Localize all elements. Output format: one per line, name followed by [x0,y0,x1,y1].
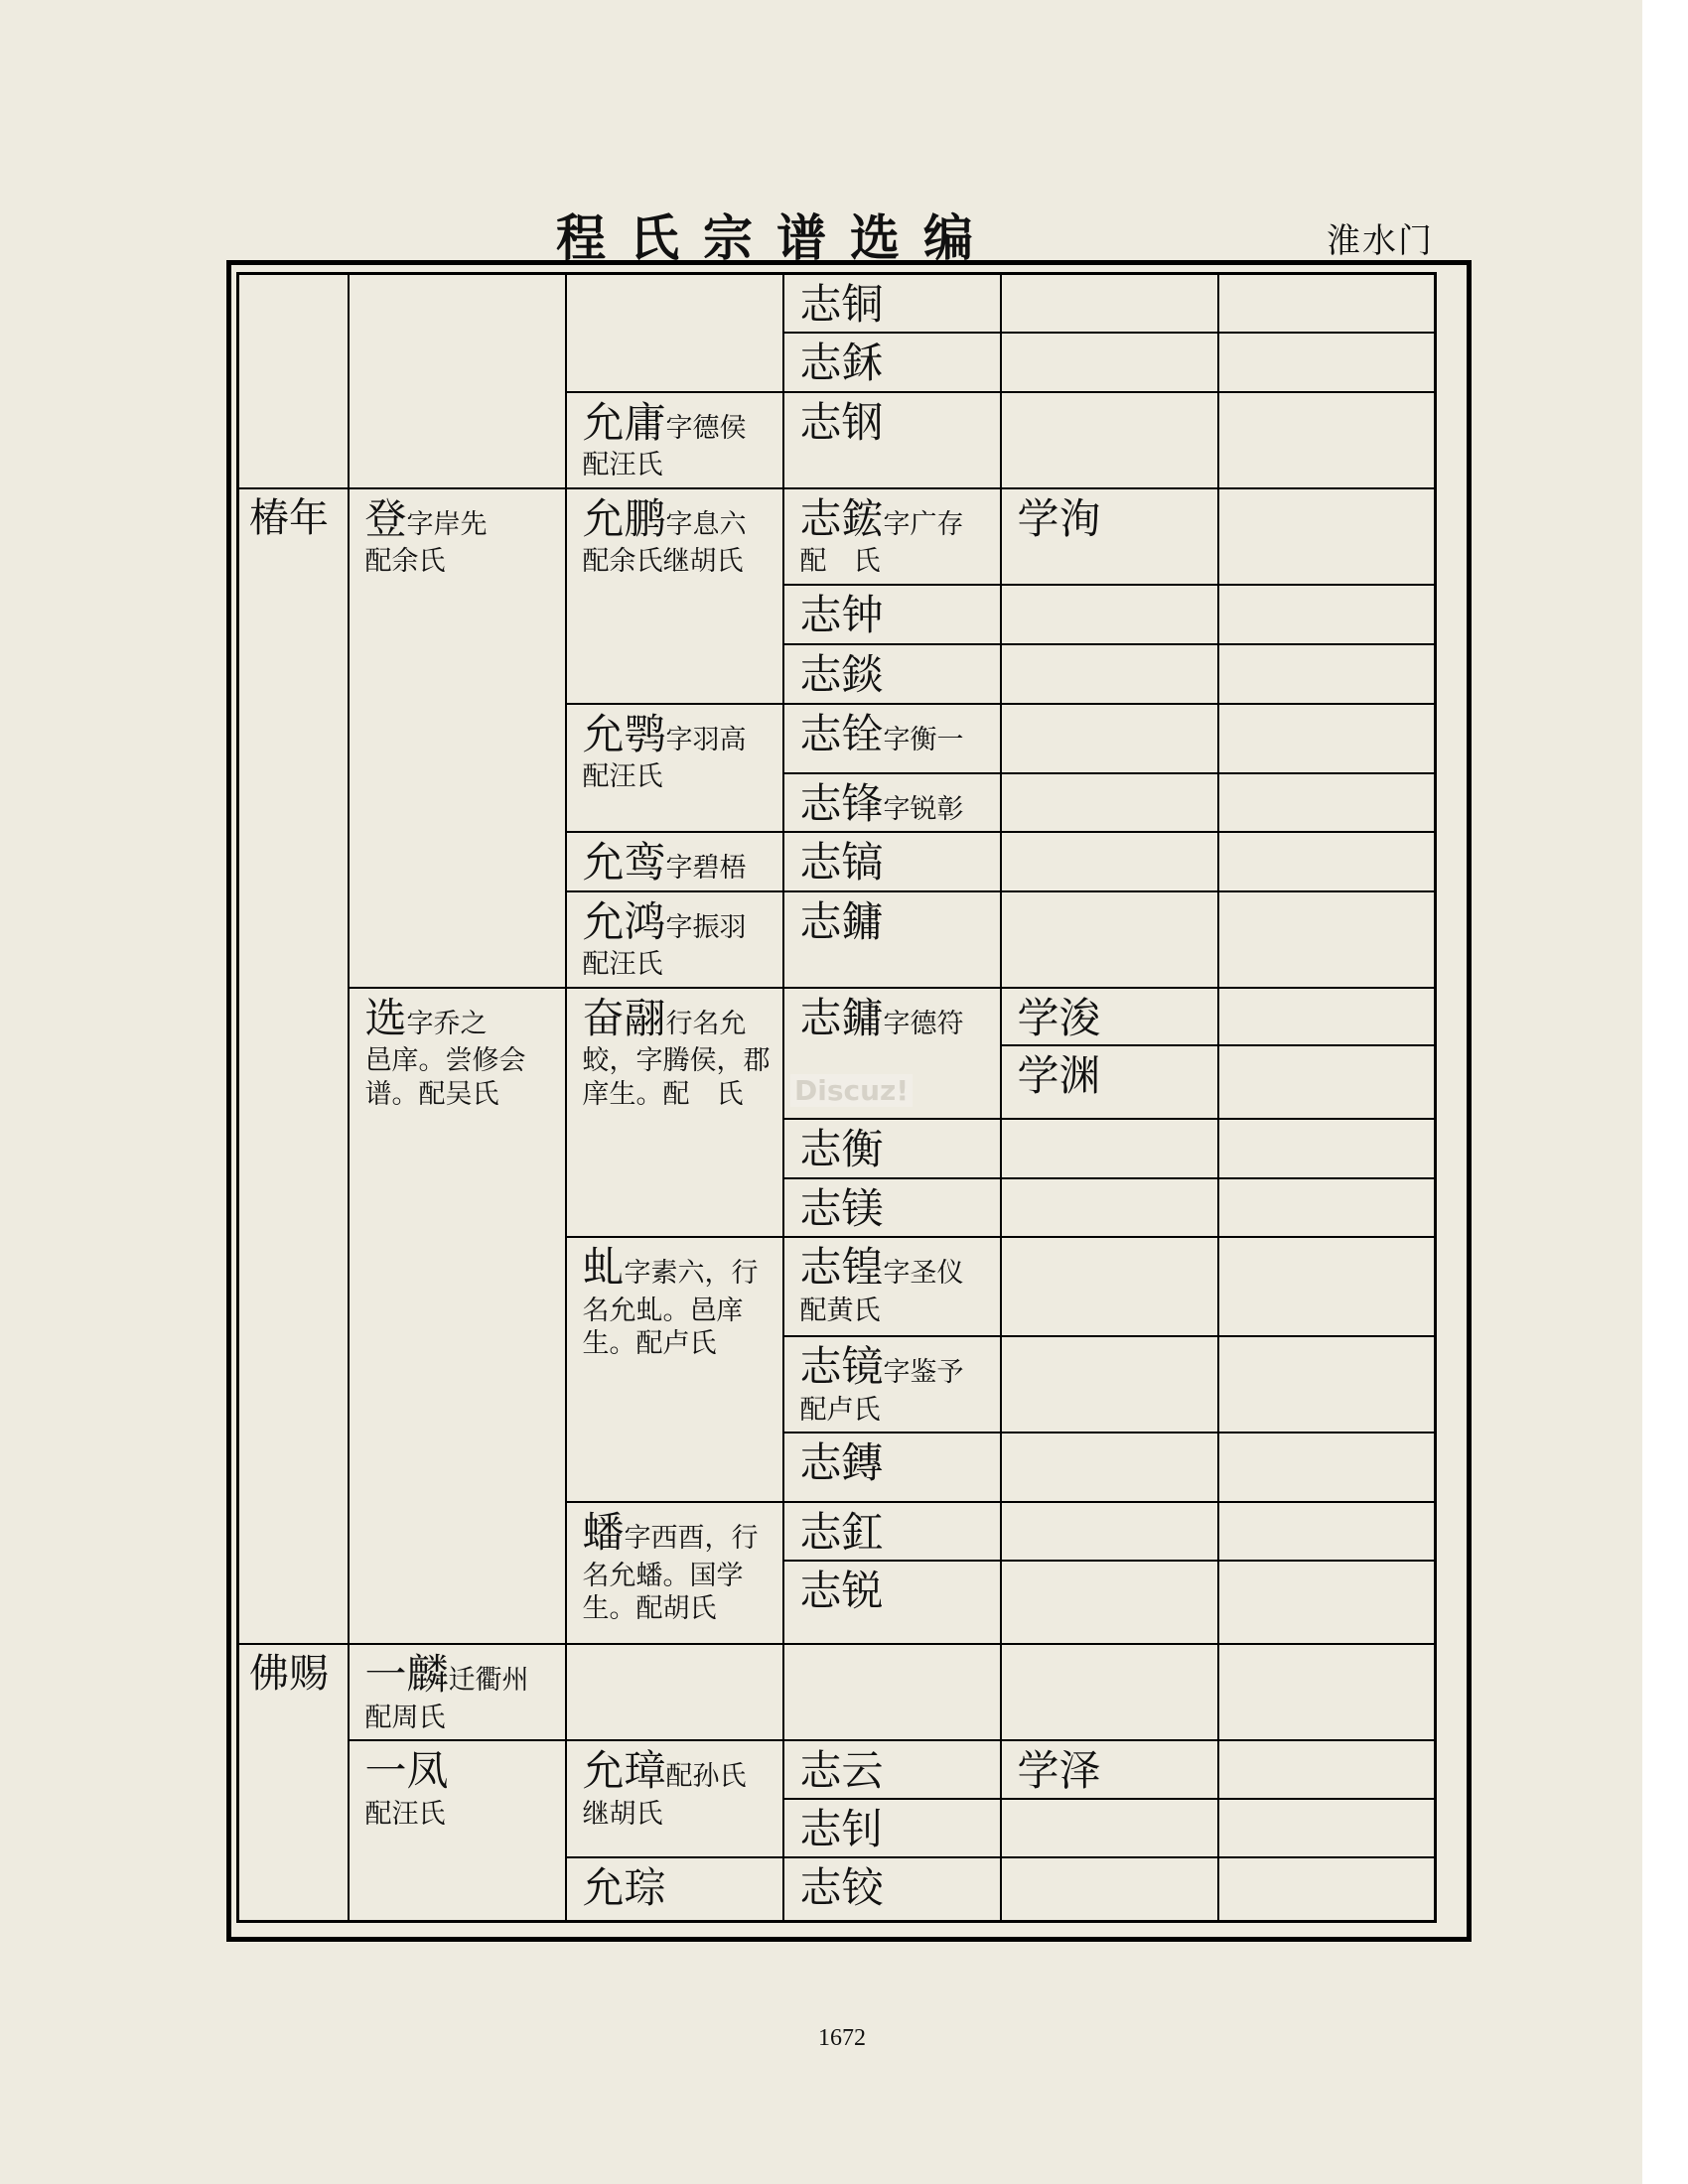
empty-cell [1218,1561,1436,1644]
person-cell [783,1433,1001,1502]
person-cell [783,488,1001,585]
person-cell [783,891,1001,988]
person-style-name: 行名允 [665,1008,747,1039]
person-name: 奋翮 [582,993,666,1042]
person-cell [783,1336,1001,1433]
person-cell [783,1119,1001,1178]
person-name: 学浚 [1017,993,1101,1042]
person-name: 虬 [582,1243,625,1292]
empty-cell [1001,585,1218,644]
person-cell [783,1178,1001,1237]
person-cell [783,644,1001,704]
person-note: 生。配胡氏 [582,1593,717,1625]
generation-cell [566,274,783,392]
person-name: 志铰 [799,1863,884,1912]
person-style-name: 字圣仪 [883,1258,964,1289]
empty-cell [1001,773,1218,832]
empty-cell [783,1644,1001,1740]
table-row [238,274,1436,333]
person-name: 志锐 [799,1567,884,1615]
person-name: 志鉌 [799,338,884,387]
person-style-name: 字碧梧 [665,852,747,884]
person-note: 蛟，字腾侯，郡 [582,1045,771,1076]
empty-cell [1218,1119,1436,1178]
person-note: 配汪氏 [582,450,663,480]
person-cell [783,333,1001,392]
empty-cell [1001,1178,1218,1237]
person-name: 志钢 [799,397,884,447]
person-note: 配汪氏 [582,761,663,792]
empty-cell [1218,585,1436,644]
person-cell [566,704,783,832]
person-name: 志铨 [799,709,884,758]
person-name: 允琮 [582,1863,666,1912]
empty-cell [1218,333,1436,392]
empty-cell [1218,392,1436,488]
empty-cell [1001,1502,1218,1561]
empty-cell [1001,891,1218,988]
empty-cell [1218,1502,1436,1561]
person-cell [238,488,349,1645]
person-style-name: 字素六，行 [624,1258,759,1289]
empty-cell [1001,333,1218,392]
person-style-name: 字振羽 [665,911,747,943]
person-cell [783,1799,1001,1857]
person-style-name: 字鉴予 [883,1357,964,1388]
empty-cell [1001,1336,1218,1433]
person-name: 志鏞 [799,896,884,946]
person-cell [783,1561,1001,1644]
person-cell [566,392,783,488]
person-cell [1001,1045,1218,1119]
person-name: 允鸿 [582,896,666,946]
person-cell [783,1857,1001,1921]
table-row [238,1644,1436,1740]
empty-cell [1218,1799,1436,1857]
empty-cell [1218,1178,1436,1237]
empty-cell [1001,832,1218,891]
empty-cell [1001,1857,1218,1921]
person-name: 志镐 [799,837,884,887]
person-name: 蟠 [582,1508,625,1557]
person-name: 佛赐 [249,1651,329,1697]
person-style-name: 字乔之 [406,1008,488,1039]
empty-cell [1001,1119,1218,1178]
person-name: 志釭 [799,1508,884,1557]
empty-cell [1001,704,1218,773]
table-row [238,488,1436,585]
empty-cell [1218,1433,1436,1502]
person-cell [783,1740,1001,1799]
person-style-name: 字德侯 [665,412,747,444]
person-cell [349,1740,566,1921]
person-note: 生。配卢氏 [582,1328,717,1360]
empty-cell [1218,773,1436,832]
person-note: 配 氏 [799,546,881,577]
person-name: 志云 [799,1746,884,1795]
person-note: 谱。配吴氏 [364,1078,499,1110]
person-style-name: 字西酉，行 [624,1523,759,1554]
person-name: 允鹏 [582,493,666,543]
person-style-name: 字衡一 [883,724,964,755]
person-note: 庠生。配 氏 [582,1078,744,1110]
person-name: 志锽 [799,1243,884,1292]
person-cell [783,1502,1001,1561]
person-name: 允鹗 [582,709,666,758]
person-style-name: 字德符 [883,1008,964,1039]
person-cell [783,773,1001,832]
empty-cell [1218,1237,1436,1336]
person-cell [349,988,566,1645]
empty-cell [1218,644,1436,704]
person-cell [783,1237,1001,1336]
person-cell [566,1502,783,1644]
person-name: 学渊 [1017,1051,1101,1100]
empty-cell [1001,644,1218,704]
person-name: 允鸾 [582,837,666,887]
empty-cell [1218,704,1436,773]
person-style-name: 字锐彰 [883,793,964,825]
person-style-name: 字岸先 [406,508,488,540]
watermark: Discuz! [790,1074,913,1107]
empty-cell [1001,1561,1218,1644]
person-cell [1001,988,1218,1046]
generation-cell [238,274,349,488]
person-cell [566,891,783,988]
person-name: 一凤 [364,1746,449,1795]
empty-cell [1218,891,1436,988]
person-name: 志鏞 [799,993,884,1042]
person-cell [783,392,1001,488]
person-name: 允庸 [582,397,666,447]
person-cell [566,988,783,1238]
table-row [238,988,1436,1046]
empty-cell [1001,1433,1218,1502]
table-row [238,1740,1436,1799]
person-note: 配卢氏 [799,1394,881,1426]
person-name: 一麟 [364,1650,449,1699]
empty-cell [1001,1644,1218,1740]
person-cell [349,1644,566,1740]
person-cell [566,488,783,704]
person-style-name: 字羽高 [665,724,747,755]
person-note: 配汪氏 [364,1798,446,1830]
person-note: 配余氏继胡氏 [582,546,744,577]
empty-cell [1218,1045,1436,1119]
person-name: 志镜 [799,1342,884,1391]
empty-cell [1218,1740,1436,1799]
person-style-name: 字广存 [883,508,964,540]
empty-cell [1218,1857,1436,1921]
person-name: 志鋐 [799,493,884,543]
person-name: 志鏄 [799,1438,884,1487]
person-cell [783,274,1001,333]
empty-cell [1001,392,1218,488]
page-number: 1672 [818,2025,866,2051]
person-note: 配汪氏 [582,949,663,980]
empty-cell [1001,1237,1218,1336]
person-cell [1001,488,1218,585]
person-name: 学洵 [1017,493,1101,543]
person-name: 登 [364,493,407,543]
person-style-name: 字息六 [665,508,747,540]
person-cell [566,1237,783,1502]
empty-cell [1001,1799,1218,1857]
person-name: 椿年 [249,494,329,541]
person-style-name: 配孙氏 [665,1761,747,1792]
person-note: 邑庠。尝修会 [364,1045,526,1076]
person-note: 配周氏 [364,1702,446,1733]
empty-cell [1218,274,1436,333]
person-name: 允璋 [582,1746,666,1795]
person-cell [349,488,566,988]
empty-cell [1218,988,1436,1046]
person-style-name: 迁衢州 [448,1665,529,1696]
person-name: 志镁 [799,1184,884,1233]
person-name: 志錟 [799,649,884,699]
person-note: 名允虬。邑庠 [582,1295,744,1326]
empty-cell [1218,832,1436,891]
person-cell [566,1740,783,1857]
person-name: 志钊 [799,1805,884,1853]
person-cell [238,1644,349,1921]
person-note: 配黄氏 [799,1295,881,1326]
person-name: 学泽 [1017,1746,1101,1795]
person-name: 选 [364,993,407,1042]
empty-cell [566,1644,783,1740]
person-name: 志钟 [799,590,884,639]
empty-cell [1218,1644,1436,1740]
person-cell [783,704,1001,773]
empty-cell [1001,274,1218,333]
person-cell [566,1857,783,1921]
generation-cell [349,274,566,488]
page-title: 程氏宗谱选编 [556,209,997,267]
person-note: 继胡氏 [582,1798,663,1830]
person-name: 志锋 [799,778,884,828]
person-cell [1001,1740,1218,1799]
empty-cell [1218,1336,1436,1433]
person-note: 配余氏 [364,546,446,577]
person-cell [566,832,783,891]
empty-cell [1218,488,1436,585]
person-name: 志衡 [799,1125,884,1173]
person-cell [783,585,1001,644]
person-cell [783,832,1001,891]
person-name: 志铜 [799,280,884,329]
branch-label: 淮水门 [1327,221,1434,261]
person-note: 名允蟠。国学 [582,1560,744,1591]
